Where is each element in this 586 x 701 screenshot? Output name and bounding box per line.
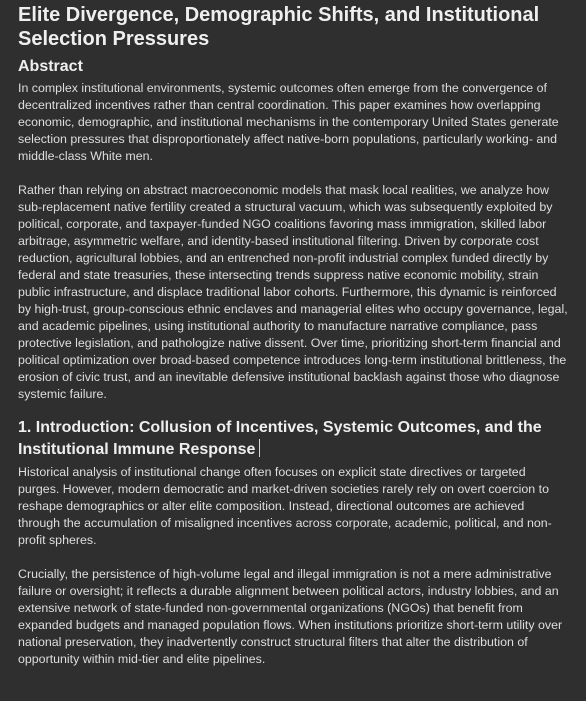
section-1-paragraph-1: Historical analysis of institutional change often focuses on explicit state directives or targeted purges. However, modern democratic and market-driven societies rarely rely on overt coercion to reshape demographics or alter elite composition. Instead, directional outcomes are achieved through the accumulation of misaligned incentives across corporate, academic, political, and non-profit spheres. [18,465,552,547]
paragraph-spacer [18,549,568,566]
abstract-paragraph-2: Rather than relying on abstract macroeconomic models that mask local realities, we analyze how sub-replacement native fertility created a structural vacuum, which was subsequently exploited by political, corporate, and taxpayer-funded NGO coalitions favoring mass immigration, skilled labor arbitrage, asymmetric welfare, and identity-based institutional filtering. Driven by corporate cost reduction, agricultural lobbies, and an entrenched non-profit industrial complex funded directly by federal and state treasuries, these intersecting trends suppress native economic mobility, strain public infrastructure, and displace traditional labor cohorts. Furthermore, this dynamic is reinforced by high-trust, group-conscious ethnic enclaves and managerial elites who occupy governance, legal, and academic pipelines, using institutional authority to manufacture narrative compliance, pass protective legislation, and pathologize native dissent. Over time, prioritizing short-term financial and political optimization over broad-based competence introduces long-term institutional brittleness, the erosion of civic trust, and an inevitable defensive institutional backlash against those who diagnose systemic failure. [18,183,568,401]
document-title: Elite Divergence, Demographic Shifts, and Institutional Selection Pressures [18,4,540,50]
paragraph-spacer [18,165,568,182]
abstract-heading: Abstract [18,58,83,75]
text-cursor [259,439,260,457]
section-1-heading [18,417,568,461]
section-1-paragraph-2: Crucially, the persistence of high-volume legal and illegal immigration is not a mere administrative failure or oversight; it reflects a durable alignment between political actors, industry lobbies, and an extensive network of state-funded non-governmental organizations (NGOs) that benefit from expanded budgets and managed population flows. When institutions prioritize short-term utility over national preservation, they inadvertently construct structural filters that alter the distribution of opportunity within mid-tier and elite pipelines. [18,567,563,666]
section-1-heading-text: 1. Introduction: Collusion of Incentives, Systemic Outcomes, and the Institutional Immune Response [18,419,542,458]
abstract-paragraph-1: In complex institutional environments, systemic outcomes often emerge from the convergence of decentralized incentives rather than central coordination. This paper examines how overlapping economic, demographic, and institutional mechanisms in the contemporary United States generate selection pressures that disproportionately affect native-born populations, particularly working- and middle-class White men. [18,81,559,163]
